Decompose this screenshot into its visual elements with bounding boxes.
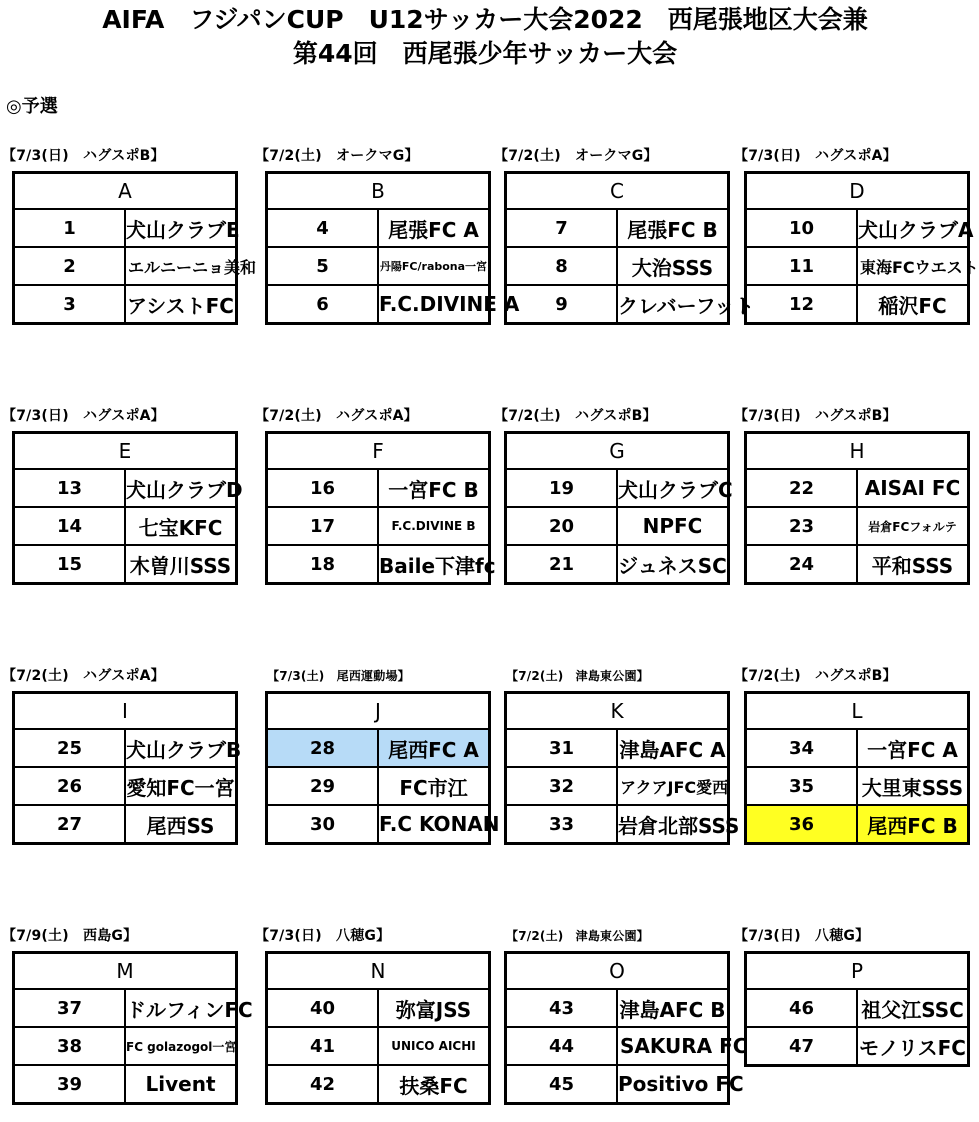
group-table bbox=[12, 691, 242, 845]
team-row bbox=[267, 507, 490, 545]
team-number: 2 bbox=[14, 247, 126, 285]
group-n bbox=[255, 925, 491, 1105]
group-table bbox=[504, 431, 733, 585]
team-name: FC市江 bbox=[378, 767, 490, 805]
team-name: ジュネスSC bbox=[617, 545, 729, 584]
team-row bbox=[267, 209, 490, 247]
team-row bbox=[267, 1027, 490, 1065]
team-row bbox=[267, 989, 490, 1027]
team-row bbox=[267, 729, 490, 767]
team-row bbox=[746, 247, 969, 285]
team-name: UNICO AICHI bbox=[378, 1027, 490, 1065]
team-name: Positivo FC bbox=[617, 1065, 729, 1104]
group-f bbox=[255, 405, 496, 585]
team-number: 13 bbox=[14, 469, 126, 507]
team-number: 17 bbox=[267, 507, 379, 545]
group-letter: F bbox=[267, 433, 490, 470]
team-name: 稲沢FC bbox=[857, 285, 969, 324]
team-number: 16 bbox=[267, 469, 379, 507]
group-i bbox=[2, 665, 242, 845]
group-letter: L bbox=[746, 693, 969, 730]
team-number: 6 bbox=[267, 285, 379, 324]
team-row bbox=[506, 767, 729, 805]
team-row bbox=[267, 545, 490, 584]
team-number: 28 bbox=[267, 729, 379, 767]
team-number: 40 bbox=[267, 989, 379, 1027]
group-e bbox=[2, 405, 243, 585]
team-number: 38 bbox=[14, 1027, 126, 1065]
group-letter: D bbox=[746, 173, 969, 210]
group-venue-label: 【7/2(土) ハグスポB】 bbox=[494, 408, 657, 424]
team-number: 1 bbox=[14, 209, 126, 247]
team-number: 30 bbox=[267, 805, 379, 844]
group-j bbox=[265, 665, 500, 845]
team-name: アシストFC bbox=[125, 285, 237, 324]
team-number: 31 bbox=[506, 729, 618, 767]
group-table bbox=[744, 951, 970, 1067]
group-table bbox=[504, 951, 748, 1105]
team-row bbox=[746, 285, 969, 324]
team-row bbox=[267, 469, 490, 507]
team-row bbox=[14, 989, 237, 1027]
group-table bbox=[744, 691, 970, 845]
team-row bbox=[506, 209, 729, 247]
team-row bbox=[267, 767, 490, 805]
team-number: 34 bbox=[746, 729, 858, 767]
page-title-line-1: AIFA フジパンCUP U12サッカー大会2022 西尾張地区大会兼 bbox=[102, 5, 868, 34]
team-row bbox=[267, 247, 490, 285]
group-letter: I bbox=[14, 693, 237, 730]
team-number: 44 bbox=[506, 1027, 618, 1065]
team-number: 37 bbox=[14, 989, 126, 1027]
team-number: 36 bbox=[746, 805, 858, 844]
team-name: 岩倉北部SSS bbox=[617, 805, 729, 844]
team-row bbox=[14, 209, 237, 247]
team-row bbox=[267, 805, 490, 844]
team-name: 岩倉FCフォルテ bbox=[857, 507, 969, 545]
team-number: 14 bbox=[14, 507, 126, 545]
team-name: ドルフィンFC bbox=[125, 989, 237, 1027]
team-name: Livent bbox=[125, 1065, 237, 1104]
team-number: 10 bbox=[746, 209, 858, 247]
team-number: 46 bbox=[746, 989, 858, 1027]
team-name: 犬山クラブC bbox=[617, 469, 729, 507]
group-letter: J bbox=[267, 693, 490, 730]
section-label-preliminary: ◎予選 bbox=[6, 96, 58, 117]
group-venue-label: 【7/2(土) オークマG】 bbox=[255, 148, 419, 164]
group-venue-label: 【7/3(日) ハグスポB】 bbox=[734, 408, 897, 424]
group-table bbox=[265, 691, 500, 845]
group-m bbox=[2, 925, 253, 1105]
group-letter: M bbox=[14, 953, 237, 990]
team-number: 33 bbox=[506, 805, 618, 844]
team-name: Baile下津fc bbox=[378, 545, 490, 584]
team-name: 尾西SS bbox=[125, 805, 237, 844]
team-row bbox=[746, 545, 969, 584]
group-letter: O bbox=[506, 953, 729, 990]
group-l bbox=[734, 665, 970, 845]
team-name: エルニーニョ美和 bbox=[125, 247, 237, 285]
team-number: 35 bbox=[746, 767, 858, 805]
team-number: 22 bbox=[746, 469, 858, 507]
team-name: 犬山クラブE bbox=[125, 209, 237, 247]
group-letter: E bbox=[14, 433, 237, 470]
team-row bbox=[506, 1027, 729, 1065]
group-c bbox=[494, 145, 755, 325]
group-letter: P bbox=[746, 953, 969, 990]
team-row bbox=[14, 805, 237, 844]
team-name: 津島AFC A bbox=[617, 729, 729, 767]
team-number: 23 bbox=[746, 507, 858, 545]
team-row bbox=[14, 285, 237, 324]
team-number: 20 bbox=[506, 507, 618, 545]
group-o bbox=[504, 925, 748, 1105]
team-number: 42 bbox=[267, 1065, 379, 1104]
team-row bbox=[14, 1065, 237, 1104]
group-venue-label: 【7/2(土) ハグスポA】 bbox=[255, 408, 418, 424]
team-row bbox=[506, 1065, 729, 1104]
team-row bbox=[267, 285, 490, 324]
team-number: 39 bbox=[14, 1065, 126, 1104]
group-letter: K bbox=[506, 693, 729, 730]
team-number: 29 bbox=[267, 767, 379, 805]
group-k bbox=[504, 665, 740, 845]
group-table bbox=[744, 431, 970, 585]
group-table bbox=[12, 431, 243, 585]
team-name: 大里東SSS bbox=[857, 767, 969, 805]
team-row bbox=[746, 209, 969, 247]
team-row bbox=[746, 1027, 969, 1066]
team-name: 一宮FC A bbox=[857, 729, 969, 767]
team-row bbox=[506, 247, 729, 285]
group-table bbox=[744, 171, 979, 325]
team-name: 丹陽FC/rabona一宮 bbox=[378, 247, 490, 285]
group-venue-label: 【7/3(日) 八穂G】 bbox=[734, 928, 870, 944]
group-venue-label: 【7/2(土) オークマG】 bbox=[494, 148, 658, 164]
group-venue-label: 【7/3(日) 八穂G】 bbox=[255, 928, 391, 944]
team-number: 5 bbox=[267, 247, 379, 285]
team-name: NPFC bbox=[617, 507, 729, 545]
team-name: 尾西FC A bbox=[378, 729, 490, 767]
group-letter: A bbox=[14, 173, 237, 210]
team-name: 一宮FC B bbox=[378, 469, 490, 507]
team-row bbox=[746, 989, 969, 1027]
group-venue-label: 【7/2(土) 津島東公園】 bbox=[506, 669, 649, 683]
team-row bbox=[506, 989, 729, 1027]
team-row bbox=[746, 805, 969, 844]
team-name: 平和SSS bbox=[857, 545, 969, 584]
team-row bbox=[14, 545, 237, 584]
team-row bbox=[506, 729, 729, 767]
team-row bbox=[506, 507, 729, 545]
group-venue-label: 【7/9(土) 西島G】 bbox=[2, 928, 138, 944]
group-letter: H bbox=[746, 433, 969, 470]
team-name: 扶桑FC bbox=[378, 1065, 490, 1104]
group-venue-label: 【7/2(土) ハグスポB】 bbox=[734, 668, 897, 684]
group-venue-label: 【7/2(土) 津島東公園】 bbox=[506, 929, 649, 943]
team-row bbox=[14, 767, 237, 805]
page-title-line-2: 第44回 西尾張少年サッカー大会 bbox=[292, 39, 678, 68]
team-row bbox=[506, 805, 729, 844]
group-h bbox=[734, 405, 970, 585]
team-number: 45 bbox=[506, 1065, 618, 1104]
team-row bbox=[267, 1065, 490, 1104]
group-a bbox=[2, 145, 257, 325]
team-row bbox=[14, 469, 237, 507]
group-venue-label: 【7/3(日) ハグスポB】 bbox=[2, 148, 165, 164]
group-venue-label: 【7/3(日) ハグスポA】 bbox=[734, 148, 897, 164]
team-number: 21 bbox=[506, 545, 618, 584]
team-row bbox=[746, 507, 969, 545]
team-name: F.C.DIVINE A bbox=[378, 285, 490, 324]
team-row bbox=[506, 285, 729, 324]
team-name: 愛知FC一宮 bbox=[125, 767, 237, 805]
group-b bbox=[255, 145, 520, 325]
team-name: 犬山クラブB bbox=[125, 729, 237, 767]
team-number: 3 bbox=[14, 285, 126, 324]
group-g bbox=[494, 405, 733, 585]
group-venue-label: 【7/2(土) ハグスポA】 bbox=[2, 668, 165, 684]
team-number: 27 bbox=[14, 805, 126, 844]
group-letter: C bbox=[506, 173, 729, 210]
team-name: モノリスFC bbox=[857, 1027, 969, 1066]
team-row bbox=[746, 469, 969, 507]
team-name: アクアJFC愛西 bbox=[617, 767, 729, 805]
team-row bbox=[14, 507, 237, 545]
team-row bbox=[506, 545, 729, 584]
team-number: 7 bbox=[506, 209, 618, 247]
team-name: 津島AFC B bbox=[617, 989, 729, 1027]
team-row bbox=[746, 729, 969, 767]
group-table bbox=[12, 951, 253, 1105]
team-name: 大治SSS bbox=[617, 247, 729, 285]
team-name: 東海FCウエスト bbox=[857, 247, 969, 285]
team-row bbox=[14, 247, 237, 285]
team-name: 犬山クラブA bbox=[857, 209, 969, 247]
team-number: 12 bbox=[746, 285, 858, 324]
team-number: 24 bbox=[746, 545, 858, 584]
team-number: 26 bbox=[14, 767, 126, 805]
team-name: SAKURA FC bbox=[617, 1027, 729, 1065]
group-letter: G bbox=[506, 433, 729, 470]
team-name: クレバーフット bbox=[617, 285, 729, 324]
group-d bbox=[734, 145, 979, 325]
team-row bbox=[506, 469, 729, 507]
team-number: 25 bbox=[14, 729, 126, 767]
team-row bbox=[14, 1027, 237, 1065]
group-table bbox=[265, 951, 491, 1105]
team-name: F.C.DIVINE B bbox=[378, 507, 490, 545]
group-table bbox=[504, 691, 740, 845]
team-number: 15 bbox=[14, 545, 126, 584]
team-number: 47 bbox=[746, 1027, 858, 1066]
team-number: 43 bbox=[506, 989, 618, 1027]
team-name: FC golazogol一宮 bbox=[125, 1027, 237, 1065]
team-name: 弥富JSS bbox=[378, 989, 490, 1027]
team-name: 尾西FC B bbox=[857, 805, 969, 844]
team-number: 8 bbox=[506, 247, 618, 285]
team-number: 4 bbox=[267, 209, 379, 247]
team-name: 尾張FC A bbox=[378, 209, 490, 247]
team-number: 19 bbox=[506, 469, 618, 507]
group-table bbox=[265, 431, 496, 585]
group-table bbox=[504, 171, 755, 325]
group-venue-label: 【7/3(日) ハグスポA】 bbox=[2, 408, 165, 424]
group-table bbox=[12, 171, 257, 325]
team-number: 41 bbox=[267, 1027, 379, 1065]
team-number: 9 bbox=[506, 285, 618, 324]
group-letter: N bbox=[267, 953, 490, 990]
team-name: 祖父江SSC bbox=[857, 989, 969, 1027]
team-row bbox=[746, 767, 969, 805]
group-table bbox=[265, 171, 520, 325]
group-letter: B bbox=[267, 173, 490, 210]
team-name: 木曽川SSS bbox=[125, 545, 237, 584]
team-name: F.C KONAN bbox=[378, 805, 490, 844]
group-p bbox=[734, 925, 970, 1067]
team-number: 32 bbox=[506, 767, 618, 805]
team-name: AISAI FC bbox=[857, 469, 969, 507]
team-row bbox=[14, 729, 237, 767]
team-name: 尾張FC B bbox=[617, 209, 729, 247]
team-name: 七宝KFC bbox=[125, 507, 237, 545]
team-name: 犬山クラブD bbox=[125, 469, 237, 507]
group-venue-label: 【7/3(土) 尾西運動場】 bbox=[267, 669, 410, 683]
team-number: 18 bbox=[267, 545, 379, 584]
team-number: 11 bbox=[746, 247, 858, 285]
